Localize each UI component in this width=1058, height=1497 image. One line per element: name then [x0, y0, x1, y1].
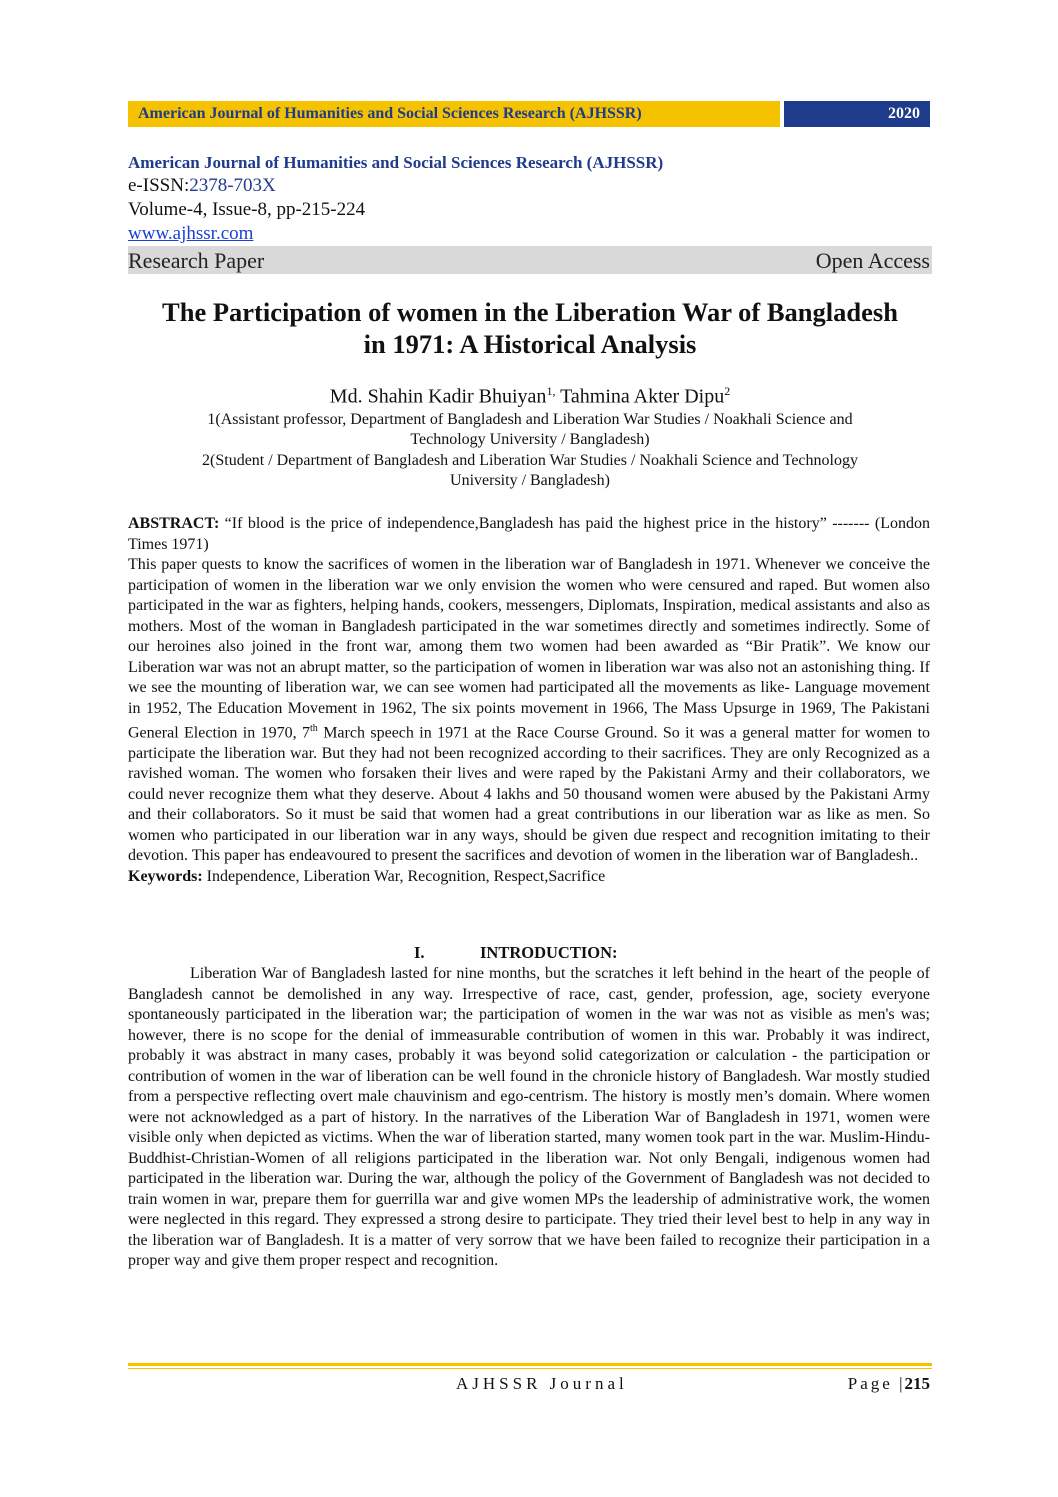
affiliation — [130, 451, 930, 491]
author-superscript: 2 — [724, 384, 731, 398]
access-type-label: Open Access — [815, 248, 930, 273]
introduction-heading — [128, 942, 930, 964]
affiliation-line: 1(Assistant professor, Department of Bangladesh and Liberation War Studies / Noakhali Science and — [207, 411, 853, 428]
volume-info: Volume-4, Issue-8, pp-215-224 — [128, 199, 366, 220]
page-number: 215 — [904, 1374, 930, 1393]
introduction-paragraph — [128, 964, 930, 1272]
page-separator: | — [899, 1374, 903, 1393]
abstract-label: ABSTRACT: — [128, 515, 220, 532]
author-line — [100, 378, 960, 410]
keywords-label: Keywords: — [128, 867, 203, 885]
footer-page — [848, 1373, 930, 1395]
affiliation-line: 2(Student / Department of Bangladesh and Liberation War Studies / Noakhali Science and Technology — [202, 452, 858, 469]
title-line: The Participation of women in the Liberation War of Bangladesh — [162, 297, 898, 327]
abstract-superscript: th — [310, 723, 318, 734]
section-number: I. — [414, 943, 425, 962]
footer-rule — [128, 1363, 932, 1366]
publication-info — [128, 152, 930, 246]
affiliation — [130, 410, 930, 450]
footer-journal-name: AJHSSR Journal — [456, 1374, 628, 1393]
introduction-text: Liberation War of Bangladesh lasted for nine months, but the scratches it left behind in the heart of the people of Bangladesh cannot be demolished in any way. Irrespective of race, cast, gender, profession, age, society everyone spontaneously participated in the liberation war; the participation of women in the war was not as visible as men's was; however, there is no scope for the denial of immeasurable contribution of women in this war. Probably it was indirect, probably it was abstract in many cases, probably it was beyond solid categorization or calculation - the participation or contribution of women in the war of liberation can be well found in the chronicle history of Bangladesh. War mostly studied from a perspective reflecting overt male chauvinism and ego-centrism. The history is mostly men’s domain. Where women were not acknowledged as a part of history. In the narratives of the Liberation War of Bangladesh in 1971, women were visible only when depicted as victims. When the war of liberation started, many women took part in the war. Muslim-Hindu-Buddhist-Christian-Women of all religions participated in the liberation war. Not only Bengali, indigenous women had participated in the liberation war. During the war, although the policy of the Government of Bangladesh was not decided to train women in war, prepare them for guerrilla war and give women MPs the leadership of administrative work, the women were neglected in this regard. They expressed a strong desire to participate. They tried their level best to help in any way in the liberation war of Bangladesh. It is a matter of very sorrow that we have been failed to recognize their participation in a proper way and give them proper respect and recognition. — [128, 965, 930, 1269]
author-name: Tahmina Akter Dipu — [560, 385, 725, 408]
paper-type-label: Research Paper — [128, 248, 265, 273]
abstract-body — [128, 555, 930, 867]
abstract-text: This paper quests to know the sacrifices of women in the liberation war of Bangladesh in 1971. Whenever we conceive the participation of women in the liberation war we only envision the women who were censured and raped. But women also participated in the war as fighters, helping hands, cookers, messengers, Diplomats, Inspiration, medical assistants and also as mothers. Most of the woman in Bangladesh participated in the war sometimes directly and sometimes indirectly. Some of our heroines also joined in the front war, among them two women had been awarded as “Bir Pratik”. We know our Liberation war was not an abrupt matter, so the participation of women in liberation war was also not an astonishing thing. If we see the mounting of liberation war, we can see women had participated all the movements as like- Language movement in 1952, The Education Movement in 1962, The six points movement in 1966, The Mass Upsurge in 1969, The Pakistani General Election in 1970, 7 — [128, 556, 930, 742]
abstract-quote-paragraph — [128, 514, 930, 555]
page-label: Page — [847, 1374, 893, 1393]
paper-type-bar — [128, 246, 932, 274]
paper-title — [100, 296, 960, 360]
journal-title: American Journal of Humanities and Social Sciences Research (AJHSSR) — [128, 153, 664, 172]
running-header — [128, 101, 930, 127]
author-superscript: 1, — [546, 384, 556, 398]
keywords-text: Independence, Liberation War, Recognition, Respect,Sacrifice — [202, 867, 606, 885]
keywords-line — [128, 867, 930, 888]
issn-value: 2378-703X — [189, 175, 276, 196]
abstract-quote: “If blood is the price of independence,Bangladesh has paid the highest price in the history” ------- (London Times 1971) — [128, 515, 930, 553]
affiliation-line: Technology University / Bangladesh) — [410, 431, 650, 448]
affiliation-line: University / Bangladesh) — [450, 472, 610, 489]
footer-rule — [128, 1368, 932, 1369]
header-journal-name: American Journal of Humanities and Social Sciences Research (AJHSSR) — [128, 101, 780, 127]
issn-label: e-ISSN: — [128, 175, 190, 196]
issn-line — [128, 174, 930, 198]
abstract-text: March speech in 1971 at the Race Course Ground. So it was a general matter for women to participate the liberation war. But they had not been recognized according to their sacrifices. They are only Recognized as a ravished woman. The women who forsaken their lives and were raped by the Pakistani Army and their collaborators, we could never recognize them what they deserve. About 4 lakhs and 50 thousand women were abused by the Pakistani Army and their collaborators. So it must be said that women had a great contributions in our liberation war as like as men. So women who participated in our liberation war in any ways, should be given due respect and recognition imitating to their devotion. This paper has endeavoured to present the sacrifices and devotion of women in the liberation war of Bangladesh.. — [128, 724, 931, 865]
abstract-section — [128, 514, 930, 887]
journal-website-link[interactable]: www.ajhssr.com — [128, 223, 254, 244]
section-title: INTRODUCTION: — [480, 943, 618, 962]
header-year: 2020 — [784, 101, 930, 127]
author-name: Md. Shahin Kadir Bhuiyan — [329, 385, 547, 408]
title-line: in 1971: A Historical Analysis — [363, 329, 697, 359]
